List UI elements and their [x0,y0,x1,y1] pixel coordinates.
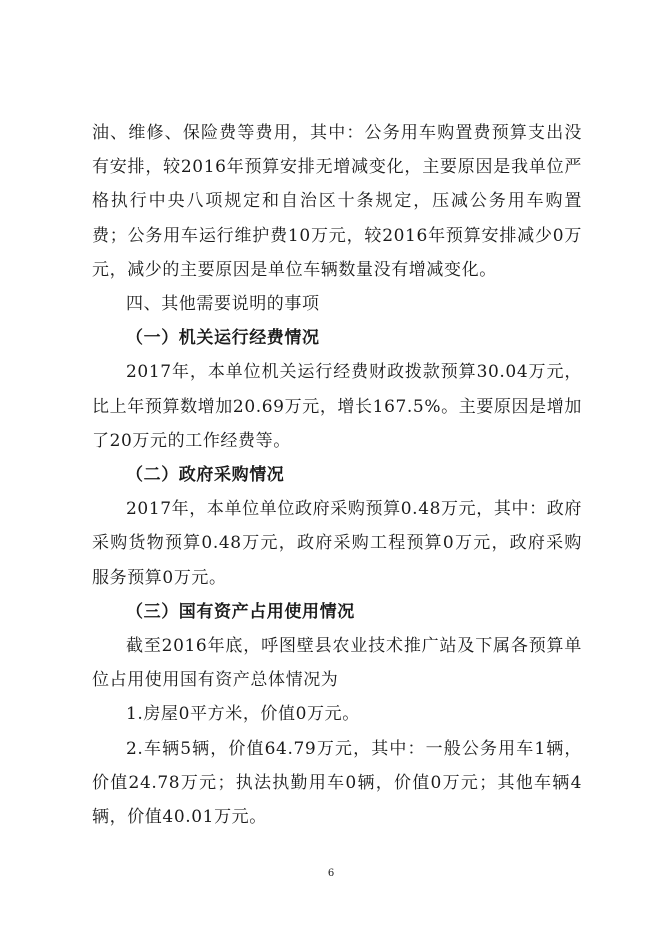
section-heading-other-items: 四、其他需要说明的事项 [126,294,320,315]
paragraph-continuation: 油、维修、保险费等费用，其中：公务用车购置费预算支出没有安排，较2016年预算安排无增减变化，主要原因是我单位严格执行中央八项规定和自治区十条规定，压减公务用车购置费；公务用车运行维护费10万元，较2016年预算安排减少0万元，减少的主要原因是单位车辆数量没有增减变化。 [92,123,582,280]
paragraph-government-procurement: 2017年，本单位单位政府采购预算0.48万元，其中：政府采购货物预算0.48万元，政府采购工程预算0万元，政府采购服务预算0万元。 [92,499,582,588]
paragraph-operating-expenses: 2017年，本单位机关运行经费财政拨款预算30.04万元，比上年预算数增加20.69万元，增长167.5%。主要原因是增加了20万元的工作经费等。 [92,362,582,451]
paragraph-vehicles: 2.车辆5辆，价值64.79万元，其中：一般公务用车1辆，价值24.78万元；执法执勤用车0辆，价值0万元；其他车辆4辆，价值40.01万元。 [92,738,582,828]
document-body [92,116,582,834]
subheading-state-assets: （三）国有资产占用使用情况 [126,601,355,622]
paragraph-state-assets-intro: 截至2016年底，呼图壁县农业技术推广站及下属各预算单位占用使用国有资产总体情况为 [92,636,582,691]
page-number: 6 [327,868,335,879]
subheading-operating-expenses: （一）机关运行经费情况 [126,328,320,349]
paragraph-buildings: 1.房屋0平方米，价值0万元。 [126,704,360,725]
subheading-government-procurement: （二）政府采购情况 [126,465,285,486]
